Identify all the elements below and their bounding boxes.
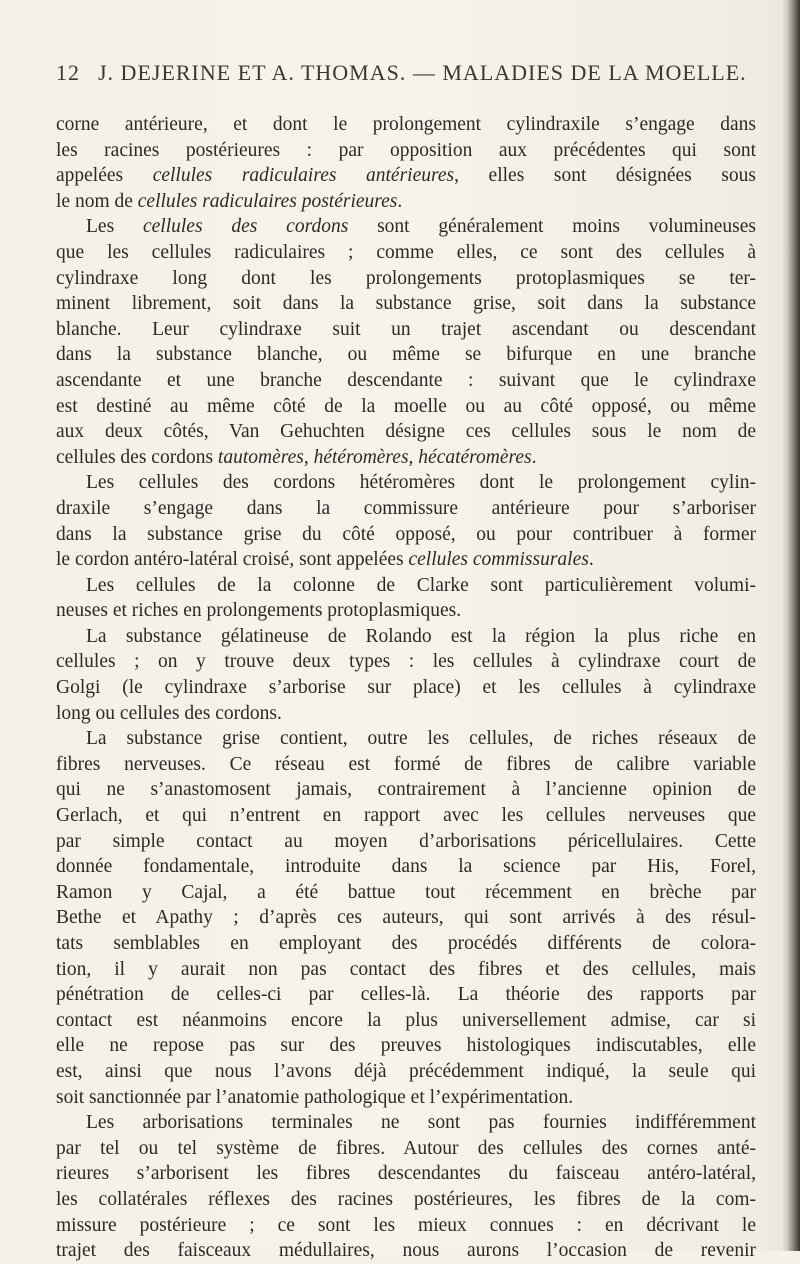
text-line: est destiné au même côté de la moelle ou au côté opposé, ou même <box>56 395 756 417</box>
italic-term: cellules des cordons <box>142 216 349 238</box>
text-line: fibres nerveuses. Ce réseau est formé de fibres de calibre variable <box>56 753 756 775</box>
text-line: soit sanctionnée par l’anatomie pathologique et l’expérimentation. <box>56 1086 574 1108</box>
text-line: blanche. Leur cylindraxe suit un trajet ascendant ou descendant <box>56 318 756 340</box>
text-line: par simple contact au moyen d’arborisations péricellulaires. Cette <box>56 830 756 852</box>
text-line: tion, il y aurait non pas contact des fibres et des cellules, mais <box>56 958 756 980</box>
text-line: draxile s’engage dans la commissure antérieure pour s’arboriser <box>56 497 756 519</box>
text-line: pénétration de celles-ci par celles-là. La théorie des rapports par <box>56 984 756 1006</box>
page-number: 12 <box>56 60 80 85</box>
text-line: Golgi (le cylindraxe s’arborise sur place) et les cellules à cylindraxe <box>56 677 756 699</box>
text-line: appelées cellules radiculaires antérieures, elles sont désignées sous <box>56 165 756 187</box>
italic-term: cellules radiculaires antérieures <box>152 165 455 187</box>
italic-term: cellules radiculaires postérieures <box>137 190 398 212</box>
text-line: est, ainsi que nous l’avons déjà précédemment indiqué, la seule qui <box>56 1060 756 1082</box>
text-line: donnée fondamentale, introduite dans la science par His, Forel, <box>56 856 756 878</box>
text-line: par tel ou tel système de fibres. Autour des cellules des cornes anté- <box>56 1137 756 1159</box>
text-line: Gerlach, et qui n’entrent en rapport avec les cellules nerveuses que <box>56 805 756 827</box>
text-line: contact est néanmoins encore la plus universellement admise, car si <box>56 1009 756 1031</box>
text-line: ascendante et une branche descendante : suivant que le cylindraxe <box>56 369 756 391</box>
text-line: les collatérales réflexes des racines postérieures, les fibres de la com- <box>56 1188 756 1210</box>
text-line: dans la substance grise du côté opposé, ou pour contribuer à former <box>56 523 756 545</box>
text-line: corne antérieure, et dont le prolongement cylindraxile s’engage dans <box>56 114 756 135</box>
text-line: minent librement, soit dans la substance grise, soit dans la substance <box>56 293 756 315</box>
text-line: cellules ; on y trouve deux types : les cellules à cylindraxe court de <box>56 651 756 673</box>
text-line: Ramon y Cajal, a été battue tout récemment en brèche par <box>56 881 756 903</box>
paragraph-start: La substance grise contient, outre les cellules, de riches réseaux de <box>86 728 756 750</box>
text-line: que les cellules radiculaires ; comme elles, ce sont des cellules à <box>56 241 756 263</box>
paragraph-start: La substance gélatineuse de Rolando est la région la plus riche en <box>86 625 756 647</box>
page-edge-shadow <box>782 0 800 1251</box>
text-line: cellules des cordons tautomères, hétéromères, hécatéromères. <box>56 446 537 468</box>
text-line: qui ne s’anastomosent jamais, contrairement à l’ancienne opinion de <box>56 779 756 801</box>
text-line: neuses et riches en prolongements protoplasmiques. <box>56 600 462 622</box>
text-line: cylindraxe long dont les prolongements protoplasmiques se ter- <box>56 267 756 289</box>
text-line: dans la substance blanche, ou même se bifurque en une branche <box>56 344 756 366</box>
paragraph-start: Les arborisations terminales ne sont pas fournies indifféremment <box>86 1112 756 1134</box>
text-line: tats semblables en employant des procédés différents de colora- <box>56 933 756 954</box>
italic-term: tautomères, hétéromères, hécatéromères <box>217 446 532 468</box>
paragraph-start: Les cellules des cordons hétéromères dont le prolongement cylin- <box>86 472 756 494</box>
text-line: long ou cellules des cordons. <box>56 702 282 724</box>
text-line: trajet des faisceaux médullaires, nous aurons l’occasion de revenir <box>56 1240 756 1262</box>
paragraph-start: Les cellules de la colonne de Clarke sont particulièrement volumi- <box>86 574 756 596</box>
text-line: elle ne repose pas sur des preuves histologiques indiscutables, elle <box>56 1035 756 1057</box>
paragraph-start: Les cellules des cordons sont généralement moins volumineuses <box>86 216 756 238</box>
body-text <box>56 112 756 1264</box>
text-line: aux deux côtés, Van Gehuchten désigne ces cellules sous le nom de <box>56 421 756 443</box>
running-head <box>56 60 776 86</box>
text-line: le nom de cellules radiculaires postérieures. <box>56 190 403 212</box>
text-line: Bethe et Apathy ; d’après ces auteurs, qui sont arrivés à des résul- <box>56 907 756 929</box>
text-line: rieures s’arborisent les fibres descendantes du faisceau antéro-latéral, <box>56 1163 756 1185</box>
text-line: les racines postérieures : par opposition aux précédentes qui sont <box>56 139 756 161</box>
text-line: le cordon antéro-latéral croisé, sont appelées cellules commissurales. <box>56 549 594 571</box>
italic-term: cellules commissurales <box>408 549 589 571</box>
text-line: missure postérieure ; ce sont les mieux connues : en décrivant le <box>56 1214 756 1236</box>
running-title: J. DEJERINE ET A. THOMAS. — MALADIES DE LA MOELLE. <box>98 60 747 85</box>
